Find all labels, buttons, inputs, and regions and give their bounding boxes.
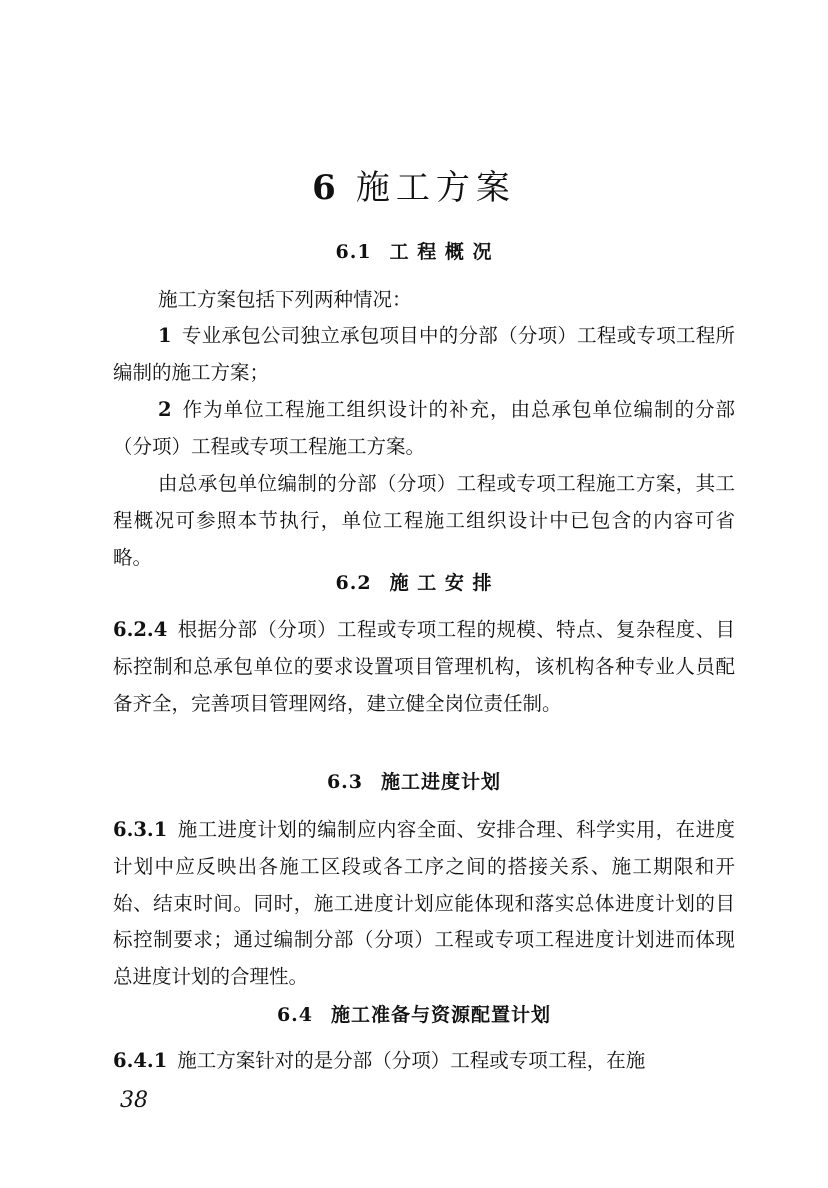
section-title: 施工进度计划 xyxy=(381,771,502,793)
clause-6-2-4 xyxy=(113,612,735,722)
section-6-4-heading xyxy=(0,1000,828,1027)
section-6-1-heading xyxy=(0,237,828,264)
section-6-1-item-1 xyxy=(113,318,735,392)
clause-text: 根据分部（分项）工程或专项工程的规模、特点、复杂程度、目标控制和总承包单位的要求设置项目管理机构，该机构各种专业人员配备齐全，完善项目管理网络，建立健全岗位责任制。 xyxy=(113,618,735,715)
item-number: 2 xyxy=(158,398,172,421)
section-6-3-heading xyxy=(0,767,828,794)
section-title: 工 程 概 况 xyxy=(389,241,493,263)
clause-6-4-1 xyxy=(113,1043,735,1080)
section-6-1-item-2 xyxy=(113,392,735,466)
section-number: 6.1 xyxy=(335,241,372,263)
item-text: 作为单位工程施工组织设计的补充，由总承包单位编制的分部（分项）工程或专项工程施工方案。 xyxy=(113,398,735,458)
item-text: 专业承包公司独立承包项目中的分部（分项）工程或专项工程所编制的施工方案； xyxy=(113,324,735,384)
clause-text: 施工方案针对的是分部（分项）工程或专项工程，在施 xyxy=(177,1049,646,1072)
chapter-number: 6 xyxy=(312,168,342,208)
item-number: 1 xyxy=(158,324,172,347)
section-title: 施 工 安 排 xyxy=(389,572,493,594)
clause-number: 6.3.1 xyxy=(113,818,168,841)
clause-number: 6.2.4 xyxy=(113,618,168,641)
section-6-1-note: 由总承包单位编制的分部（分项）工程或专项工程施工方案，其工程概况可参照本节执行，单位工程施工组织设计中已包含的内容可省略。 xyxy=(113,472,735,569)
section-number: 6.2 xyxy=(335,572,372,594)
section-number: 6.3 xyxy=(326,771,364,793)
section-6-1-intro: 施工方案包括下列两种情况： xyxy=(158,288,412,311)
clause-text: 施工进度计划的编制应内容全面、安排合理、科学实用，在进度计划中应反映出各施工区段或各工序之间的搭接关系、施工期限和开始、结束时间。同时，施工进度计划应能体现和落实总体进度计划的目标控制要求；通过编制分部（分项）工程或专项工程进度计划进而体现总进度计划的合理性。 xyxy=(113,818,735,989)
section-title: 施工准备与资源配置计划 xyxy=(331,1004,552,1026)
clause-number: 6.4.1 xyxy=(113,1049,168,1072)
chapter-title xyxy=(0,160,828,209)
clause-6-3-1 xyxy=(113,812,735,996)
chapter-title-text: 施工方案 xyxy=(355,168,516,208)
section-number: 6.4 xyxy=(276,1004,314,1026)
page-number: 38 xyxy=(120,1088,148,1113)
section-6-2-heading xyxy=(0,568,828,595)
